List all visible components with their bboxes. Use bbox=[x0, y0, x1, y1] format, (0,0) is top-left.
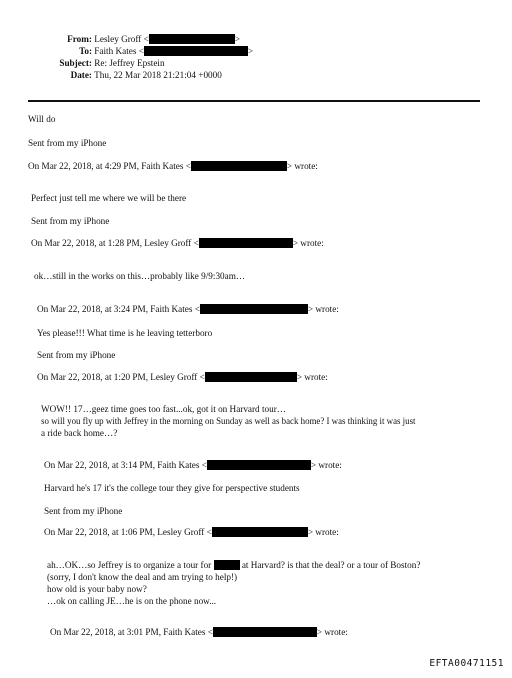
quote-header-text: On Mar 22, 2018, at 1:06 PM, Lesley Groff < bbox=[44, 527, 212, 537]
quote-header-tail: > wrote: bbox=[286, 161, 318, 171]
redaction-box bbox=[212, 527, 308, 537]
quote-header bbox=[50, 627, 348, 638]
redaction-box bbox=[205, 372, 297, 382]
quote-header-text: On Mar 22, 2018, at 3:24 PM, Faith Kates < bbox=[37, 304, 200, 314]
body-line: Perfect just tell me where we will be there bbox=[31, 193, 187, 203]
from-value: Lesley Groff < bbox=[94, 34, 149, 44]
from-tail: > bbox=[234, 34, 240, 44]
quote-header bbox=[37, 372, 328, 383]
body-line: how old is your baby now? bbox=[47, 584, 147, 594]
body-line: a ride back home…? bbox=[41, 428, 118, 438]
subject-row bbox=[28, 58, 165, 69]
date-label: Date: bbox=[70, 70, 92, 80]
body-line: Yes please!!! What time is he leaving tetterboro bbox=[37, 328, 213, 338]
quote-header-tail: > wrote: bbox=[307, 304, 339, 314]
to-tail: > bbox=[247, 46, 254, 56]
to-label: To: bbox=[79, 46, 92, 56]
quote-header-text: On Mar 22, 2018, at 1:28 PM, Lesley Groff < bbox=[31, 238, 199, 248]
quote-header bbox=[28, 161, 318, 172]
body-text: ah…OK…so Jeffrey is to organize a tour for bbox=[47, 560, 212, 570]
body-line bbox=[47, 560, 420, 571]
quote-header bbox=[37, 304, 339, 315]
bates-number: EFTA00471151 bbox=[429, 658, 504, 669]
quote-header-tail: > wrote: bbox=[307, 527, 339, 537]
body-line: ok…still in the works on this…probably like 9/9:30am… bbox=[34, 271, 246, 281]
quote-header bbox=[44, 460, 342, 471]
redaction-box bbox=[191, 161, 287, 171]
redaction-box bbox=[213, 627, 317, 637]
body-line: WOW!! 17…geez time goes too fast...ok, got it on Harvard tour… bbox=[41, 404, 286, 414]
quote-header-text: On Mar 22, 2018, at 3:01 PM, Faith Kates < bbox=[50, 627, 213, 637]
redaction-box bbox=[200, 304, 308, 314]
subject-label: Subject: bbox=[59, 58, 92, 68]
body-line: Harvard he's 17 it's the college tour they give for perspective students bbox=[44, 483, 300, 493]
quote-header-text: On Mar 22, 2018, at 3:14 PM, Faith Kates < bbox=[44, 460, 207, 470]
quote-header-tail: > wrote: bbox=[292, 238, 324, 248]
quote-header-tail: > wrote: bbox=[310, 460, 342, 470]
date-value: Thu, 22 Mar 2018 21:21:04 +0000 bbox=[94, 70, 222, 80]
redaction-box bbox=[199, 238, 293, 248]
body-line: Sent from my iPhone bbox=[31, 216, 110, 226]
quote-header bbox=[44, 527, 339, 538]
quote-header bbox=[31, 238, 324, 249]
redaction-box bbox=[144, 46, 248, 56]
body-text: at Harvard? is that the deal? or a tour of Boston? bbox=[241, 560, 421, 570]
body-line: Will do bbox=[28, 114, 56, 124]
from-label: From: bbox=[67, 34, 92, 44]
quote-header-tail: > wrote: bbox=[296, 372, 328, 382]
quote-header-tail: > wrote: bbox=[316, 627, 348, 637]
redaction-box bbox=[149, 34, 235, 44]
body-line: Sent from my iPhone bbox=[28, 138, 107, 148]
header-divider bbox=[28, 100, 480, 102]
body-line: Sent from my iPhone bbox=[44, 506, 123, 516]
from-row bbox=[28, 34, 240, 45]
to-value: Faith Kates < bbox=[94, 46, 144, 56]
body-line: so will you fly up with Jeffrey in the morning on Sunday as well as back home? I was thinking it was just bbox=[41, 416, 416, 426]
date-row bbox=[28, 70, 222, 81]
body-line: Sent from my iPhone bbox=[37, 350, 116, 360]
body-line: …ok on calling JE…he is on the phone now... bbox=[47, 596, 217, 606]
quote-header-text: On Mar 22, 2018, at 1:20 PM, Lesley Groff < bbox=[37, 372, 205, 382]
quote-header-text: On Mar 22, 2018, at 4:29 PM, Faith Kates < bbox=[28, 161, 191, 171]
redaction-box bbox=[214, 560, 240, 570]
body-line: (sorry, I don't know the deal and am trying to help!) bbox=[47, 572, 238, 582]
subject-value: Re: Jeffrey Epstein bbox=[94, 58, 165, 68]
to-row bbox=[28, 46, 253, 57]
redaction-box bbox=[207, 460, 311, 470]
